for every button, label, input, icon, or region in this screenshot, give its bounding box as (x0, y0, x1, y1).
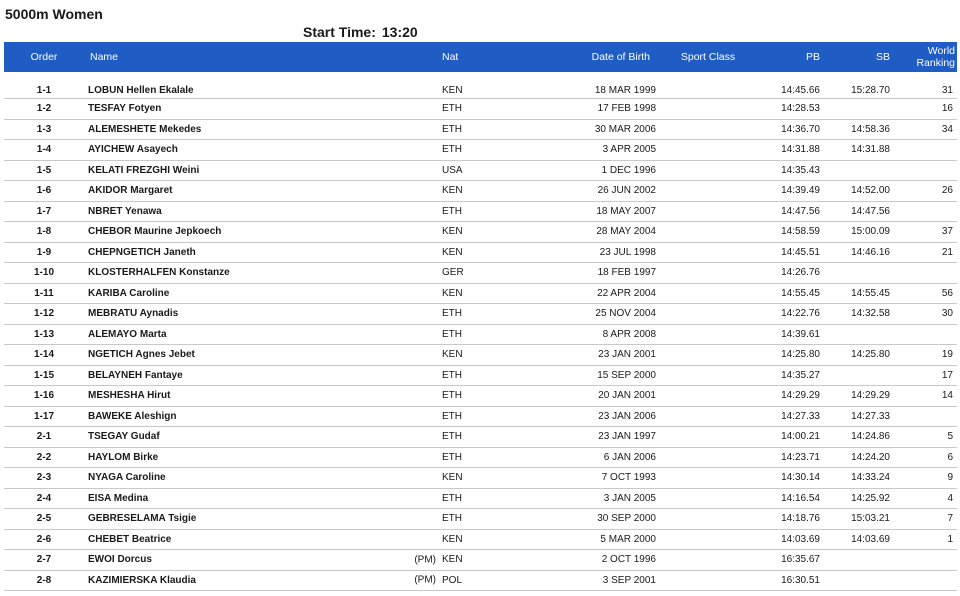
athlete-name (84, 222, 438, 243)
table-header (4, 42, 957, 72)
sb-cell (824, 99, 894, 120)
sb-cell (824, 550, 894, 571)
order-cell: 1-3 (4, 119, 84, 140)
pb-cell: 14:22.76 (756, 304, 824, 325)
world-ranking-cell: 9 (894, 468, 957, 489)
table-row (4, 222, 957, 243)
dob-cell: 28 MAY 2004 (530, 222, 660, 243)
order-cell: 2-5 (4, 509, 84, 530)
dob-cell: 30 SEP 2000 (530, 509, 660, 530)
world-ranking-cell: 1 (894, 529, 957, 550)
header-row (4, 42, 957, 72)
table-row (4, 181, 957, 202)
world-ranking-cell: 6 (894, 447, 957, 468)
pb-cell: 14:58.59 (756, 222, 824, 243)
pb-cell: 14:39.61 (756, 324, 824, 345)
pb-cell: 14:25.80 (756, 345, 824, 366)
dob-cell: 17 FEB 1998 (530, 99, 660, 120)
world-ranking-cell (894, 201, 957, 222)
col-nat: Nat (438, 42, 530, 72)
world-ranking-cell: 31 (894, 72, 957, 99)
table-body (4, 72, 957, 591)
athlete-name-text: NBRET Yenawa (88, 205, 162, 217)
dob-cell: 15 SEP 2000 (530, 365, 660, 386)
athlete-name (84, 119, 438, 140)
athlete-name (84, 570, 438, 591)
world-ranking-cell: 30 (894, 304, 957, 325)
sb-cell: 14:29.29 (824, 386, 894, 407)
athlete-name (84, 365, 438, 386)
pb-cell: 14:35.27 (756, 365, 824, 386)
sport-class-cell (660, 304, 756, 325)
table-row (4, 550, 957, 571)
world-ranking-cell (894, 550, 957, 571)
order-cell: 2-4 (4, 488, 84, 509)
sb-cell: 14:24.86 (824, 427, 894, 448)
table-row (4, 99, 957, 120)
pacemaker-tag: (PM) (414, 554, 436, 566)
nat-cell: GER (438, 263, 530, 284)
athlete-name-text: HAYLOM Birke (88, 451, 159, 463)
dob-cell: 1 DEC 1996 (530, 160, 660, 181)
table-row (4, 447, 957, 468)
dob-cell: 23 JAN 2001 (530, 345, 660, 366)
athlete-name (84, 345, 438, 366)
athlete-name-text: TSEGAY Gudaf (88, 431, 160, 443)
athlete-name-text: KLOSTERHALFEN Konstanze (88, 267, 230, 279)
athlete-name-text: KAZIMIERSKA Klaudia (88, 574, 196, 586)
table-row (4, 72, 957, 99)
dob-cell: 2 OCT 1996 (530, 550, 660, 571)
table-row (4, 570, 957, 591)
athlete-name (84, 468, 438, 489)
pb-cell: 14:28.53 (756, 99, 824, 120)
nat-cell: ETH (438, 324, 530, 345)
col-world-ranking (894, 42, 957, 72)
table-row (4, 345, 957, 366)
athlete-name-text: ALEMESHETE Mekedes (88, 123, 202, 135)
nat-cell: ETH (438, 365, 530, 386)
sb-cell: 15:00.09 (824, 222, 894, 243)
table-row (4, 140, 957, 161)
nat-cell: ETH (438, 488, 530, 509)
dob-cell: 23 JUL 1998 (530, 242, 660, 263)
dob-cell: 25 NOV 2004 (530, 304, 660, 325)
sport-class-cell (660, 488, 756, 509)
athlete-name (84, 529, 438, 550)
sb-cell (824, 160, 894, 181)
athlete-name (84, 509, 438, 530)
sport-class-cell (660, 181, 756, 202)
athlete-name-text: BAWEKE Aleshign (88, 410, 177, 422)
athlete-name-text: AYICHEW Asayech (88, 144, 178, 156)
nat-cell: KEN (438, 72, 530, 99)
order-cell: 1-15 (4, 365, 84, 386)
world-ranking-cell: 21 (894, 242, 957, 263)
start-list-table (4, 42, 957, 591)
nat-cell: ETH (438, 447, 530, 468)
athlete-name (84, 263, 438, 284)
world-ranking-cell: 7 (894, 509, 957, 530)
pacemaker-tag: (PM) (414, 574, 436, 586)
order-cell: 1-9 (4, 242, 84, 263)
athlete-name (84, 550, 438, 571)
table-row (4, 304, 957, 325)
world-ranking-cell: 14 (894, 386, 957, 407)
athlete-name-text: NGETICH Agnes Jebet (88, 349, 195, 361)
sb-cell (824, 365, 894, 386)
order-cell: 1-12 (4, 304, 84, 325)
athlete-name-text: TESFAY Fotyen (88, 103, 162, 115)
sport-class-cell (660, 427, 756, 448)
nat-cell: KEN (438, 222, 530, 243)
athlete-name (84, 427, 438, 448)
order-cell: 1-14 (4, 345, 84, 366)
order-cell: 1-8 (4, 222, 84, 243)
pb-cell: 14:39.49 (756, 181, 824, 202)
athlete-name-text: GEBRESELAMA Tsigie (88, 513, 197, 525)
world-ranking-cell: 37 (894, 222, 957, 243)
sb-cell: 14:24.20 (824, 447, 894, 468)
dob-cell: 30 MAR 2006 (530, 119, 660, 140)
athlete-name-text: EISA Medina (88, 492, 149, 504)
order-cell: 1-13 (4, 324, 84, 345)
dob-cell: 3 JAN 2005 (530, 488, 660, 509)
order-cell: 1-5 (4, 160, 84, 181)
order-cell: 2-7 (4, 550, 84, 571)
athlete-name-text: NYAGA Caroline (88, 472, 166, 484)
pb-cell: 14:31.88 (756, 140, 824, 161)
sb-cell: 14:58.36 (824, 119, 894, 140)
dob-cell: 18 FEB 1997 (530, 263, 660, 284)
nat-cell: KEN (438, 181, 530, 202)
table-row (4, 324, 957, 345)
world-ranking-cell: 56 (894, 283, 957, 304)
table-row (4, 406, 957, 427)
athlete-name-text: CHEPNGETICH Janeth (88, 246, 196, 258)
table-row (4, 263, 957, 284)
world-ranking-cell: 16 (894, 99, 957, 120)
sb-cell: 14:33.24 (824, 468, 894, 489)
table-row (4, 529, 957, 550)
sb-cell: 14:55.45 (824, 283, 894, 304)
nat-cell: KEN (438, 468, 530, 489)
world-ranking-cell: 34 (894, 119, 957, 140)
dob-cell: 26 JUN 2002 (530, 181, 660, 202)
table-row (4, 160, 957, 181)
pb-cell: 14:29.29 (756, 386, 824, 407)
order-cell: 1-16 (4, 386, 84, 407)
pb-cell: 14:45.51 (756, 242, 824, 263)
dob-cell: 23 JAN 2006 (530, 406, 660, 427)
sb-cell: 14:25.80 (824, 345, 894, 366)
sport-class-cell (660, 160, 756, 181)
sb-cell: 15:28.70 (824, 72, 894, 99)
world-ranking-cell: 19 (894, 345, 957, 366)
pb-cell: 14:00.21 (756, 427, 824, 448)
athlete-name-text: KELATI FREZGHI Weini (88, 164, 200, 176)
sport-class-cell (660, 201, 756, 222)
athlete-name-text: LOBUN Hellen Ekalale (88, 85, 194, 96)
sport-class-cell (660, 242, 756, 263)
pb-cell: 14:23.71 (756, 447, 824, 468)
pb-cell: 14:45.66 (756, 72, 824, 99)
sport-class-cell (660, 72, 756, 99)
sport-class-cell (660, 365, 756, 386)
athlete-name-text: BELAYNEH Fantaye (88, 369, 183, 381)
athlete-name-text: CHEBOR Maurine Jepkoech (88, 226, 222, 238)
athlete-name (84, 160, 438, 181)
col-sb: SB (824, 42, 894, 72)
sport-class-cell (660, 447, 756, 468)
nat-cell: KEN (438, 550, 530, 571)
table-row (4, 242, 957, 263)
dob-cell: 5 MAR 2000 (530, 529, 660, 550)
dob-cell: 8 APR 2008 (530, 324, 660, 345)
athlete-name (84, 99, 438, 120)
athlete-name (84, 181, 438, 202)
nat-cell: KEN (438, 345, 530, 366)
col-dob: Date of Birth (530, 42, 660, 72)
athlete-name (84, 406, 438, 427)
sport-class-cell (660, 119, 756, 140)
sb-cell: 14:46.16 (824, 242, 894, 263)
athlete-name (84, 72, 438, 99)
athlete-name (84, 304, 438, 325)
start-time (303, 24, 418, 40)
nat-cell: ETH (438, 201, 530, 222)
sb-cell: 14:25.92 (824, 488, 894, 509)
sport-class-cell (660, 529, 756, 550)
sport-class-cell (660, 468, 756, 489)
order-cell: 1-11 (4, 283, 84, 304)
athlete-name (84, 201, 438, 222)
sport-class-cell (660, 283, 756, 304)
dob-cell: 3 APR 2005 (530, 140, 660, 161)
world-ranking-cell: 5 (894, 427, 957, 448)
athlete-name-text: AKIDOR Margaret (88, 185, 173, 197)
sport-class-cell (660, 406, 756, 427)
dob-cell: 18 MAR 1999 (530, 72, 660, 99)
sport-class-cell (660, 345, 756, 366)
pb-cell: 14:36.70 (756, 119, 824, 140)
sport-class-cell (660, 509, 756, 530)
athlete-name (84, 283, 438, 304)
start-time-label: Start Time: (303, 24, 376, 40)
order-cell: 1-1 (4, 72, 84, 99)
nat-cell: KEN (438, 242, 530, 263)
sb-cell: 14:27.33 (824, 406, 894, 427)
sport-class-cell (660, 99, 756, 120)
pb-cell: 16:30.51 (756, 570, 824, 591)
athlete-name-text: CHEBET Beatrice (88, 533, 172, 545)
pb-cell: 14:27.33 (756, 406, 824, 427)
nat-cell: ETH (438, 427, 530, 448)
order-cell: 2-6 (4, 529, 84, 550)
table-row (4, 365, 957, 386)
pb-cell: 14:26.76 (756, 263, 824, 284)
sb-cell (824, 570, 894, 591)
nat-cell: ETH (438, 386, 530, 407)
pb-cell: 14:30.14 (756, 468, 824, 489)
order-cell: 2-2 (4, 447, 84, 468)
order-cell: 1-10 (4, 263, 84, 284)
sport-class-cell (660, 570, 756, 591)
col-world-ranking-line2: Ranking (916, 57, 955, 69)
nat-cell: ETH (438, 140, 530, 161)
nat-cell: ETH (438, 119, 530, 140)
dob-cell: 6 JAN 2006 (530, 447, 660, 468)
sb-cell: 14:32.58 (824, 304, 894, 325)
world-ranking-cell (894, 570, 957, 591)
sb-cell (824, 324, 894, 345)
sport-class-cell (660, 140, 756, 161)
col-sport-class: Sport Class (660, 42, 756, 72)
world-ranking-cell (894, 160, 957, 181)
table-row (4, 201, 957, 222)
sb-cell: 14:31.88 (824, 140, 894, 161)
world-ranking-cell (894, 406, 957, 427)
athlete-name-text: EWOI Dorcus (88, 554, 152, 566)
athlete-name (84, 140, 438, 161)
table-row (4, 488, 957, 509)
order-cell: 2-1 (4, 427, 84, 448)
table-row (4, 386, 957, 407)
pb-cell: 14:03.69 (756, 529, 824, 550)
order-cell: 1-17 (4, 406, 84, 427)
pb-cell: 16:35.67 (756, 550, 824, 571)
sport-class-cell (660, 386, 756, 407)
athlete-name-text: ALEMAYO Marta (88, 328, 167, 340)
sb-cell: 14:03.69 (824, 529, 894, 550)
nat-cell: ETH (438, 406, 530, 427)
world-ranking-cell (894, 140, 957, 161)
athlete-name (84, 324, 438, 345)
pb-cell: 14:18.76 (756, 509, 824, 530)
world-ranking-cell (894, 324, 957, 345)
dob-cell: 22 APR 2004 (530, 283, 660, 304)
event-title: 5000m Women (5, 6, 103, 22)
order-cell: 1-6 (4, 181, 84, 202)
athlete-name-text: MESHESHA Hirut (88, 390, 171, 402)
order-cell: 1-2 (4, 99, 84, 120)
world-ranking-cell: 4 (894, 488, 957, 509)
sb-cell: 14:47.56 (824, 201, 894, 222)
table-row (4, 119, 957, 140)
start-time-value: 13:20 (381, 24, 418, 40)
athlete-name (84, 488, 438, 509)
dob-cell: 18 MAY 2007 (530, 201, 660, 222)
world-ranking-cell (894, 263, 957, 284)
world-ranking-cell: 26 (894, 181, 957, 202)
col-pb: PB (756, 42, 824, 72)
athlete-name-text: KARIBA Caroline (88, 287, 170, 299)
athlete-name (84, 242, 438, 263)
table-row (4, 509, 957, 530)
pb-cell: 14:16.54 (756, 488, 824, 509)
order-cell: 1-4 (4, 140, 84, 161)
sport-class-cell (660, 550, 756, 571)
table-row (4, 468, 957, 489)
athlete-name (84, 447, 438, 468)
nat-cell: KEN (438, 529, 530, 550)
col-world-ranking-line1: World (927, 45, 955, 57)
sb-cell: 15:03.21 (824, 509, 894, 530)
nat-cell: ETH (438, 304, 530, 325)
order-cell: 2-8 (4, 570, 84, 591)
sport-class-cell (660, 324, 756, 345)
nat-cell: ETH (438, 99, 530, 120)
dob-cell: 23 JAN 1997 (530, 427, 660, 448)
col-name: Name (84, 42, 438, 72)
sb-cell: 14:52.00 (824, 181, 894, 202)
world-ranking-cell: 17 (894, 365, 957, 386)
dob-cell: 20 JAN 2001 (530, 386, 660, 407)
pb-cell: 14:47.56 (756, 201, 824, 222)
nat-cell: KEN (438, 283, 530, 304)
pb-cell: 14:35.43 (756, 160, 824, 181)
athlete-name-text: MEBRATU Aynadis (88, 308, 179, 320)
pb-cell: 14:55.45 (756, 283, 824, 304)
nat-cell: POL (438, 570, 530, 591)
order-cell: 2-3 (4, 468, 84, 489)
nat-cell: ETH (438, 509, 530, 530)
dob-cell: 3 SEP 2001 (530, 570, 660, 591)
order-cell: 1-7 (4, 201, 84, 222)
sport-class-cell (660, 222, 756, 243)
table-row (4, 427, 957, 448)
sb-cell (824, 263, 894, 284)
dob-cell: 7 OCT 1993 (530, 468, 660, 489)
athlete-name (84, 386, 438, 407)
sport-class-cell (660, 263, 756, 284)
nat-cell: USA (438, 160, 530, 181)
col-order: Order (4, 42, 84, 72)
table-row (4, 283, 957, 304)
